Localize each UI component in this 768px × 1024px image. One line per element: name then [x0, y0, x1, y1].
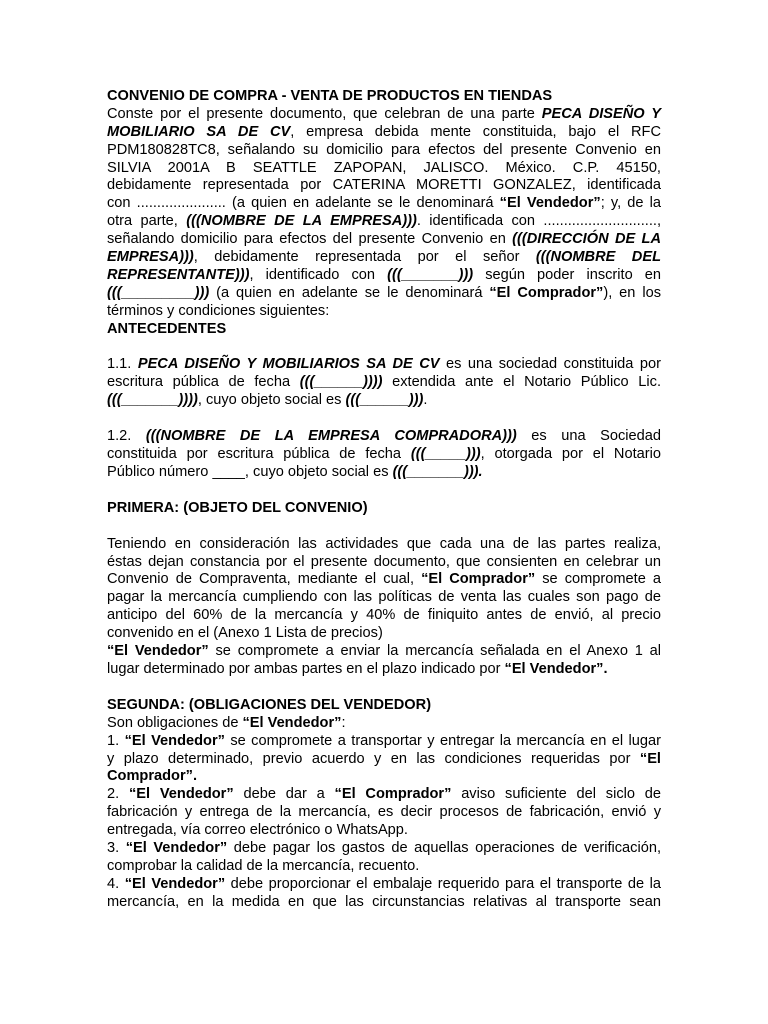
text-line [107, 374, 661, 392]
text-line [107, 840, 661, 858]
body-text: se compromete a transportar y entregar la mercancía en el lugar [224, 732, 661, 749]
body-text: extendida ante el Notario Público Lic. [382, 374, 661, 391]
text-line [107, 876, 661, 894]
body-text: , cuyo objeto social es [197, 392, 346, 409]
antecedentes-heading: ANTECEDENTES [107, 320, 227, 337]
body-text: , empresa debida mente constituida, bajo el RFC [290, 123, 662, 140]
body-text: mercancía, en la medida en que las circunstancias relativas al transporte sean [107, 893, 661, 910]
body-text: según poder inscrito en [473, 266, 661, 283]
body-text: con ...................... (a quien en adelante se le denominará [107, 195, 500, 212]
emphasis-text: “El Vendedor” [242, 714, 342, 731]
emphasis-text: (((NOMBRE DE LA EMPRESA COMPRADORA))) [145, 428, 517, 445]
text-line [107, 715, 661, 733]
body-text: 2. [107, 786, 129, 803]
body-text: Convenio de Compraventa, mediante el cual, [107, 571, 422, 588]
body-text: constituida por escritura pública de fecha [107, 446, 411, 463]
body-text: señalando domicilio para efectos del presente Convenio en [107, 231, 513, 248]
emphasis-text: “El Vendedor” [107, 643, 209, 660]
body-text: debe dar a [233, 786, 335, 803]
emphasis-text: MOBILIARIO SA DE CV [107, 123, 291, 140]
body-text: : [341, 714, 346, 731]
body-text: Conste por el presente documento, que celebran de una parte [107, 105, 542, 122]
emphasis-text: “El Vendedor” [124, 875, 226, 892]
body-text: Público número ____, cuyo objeto social es [107, 463, 393, 480]
text-line [107, 768, 661, 786]
body-text: 3. [107, 839, 126, 856]
body-text: fabricación y entrega de la mercancía, es decir procesos de fabricación, envió y [107, 804, 661, 821]
body-text: debidamente representada por CATERINA MORETTI GONZALEZ, identificada [107, 177, 661, 194]
emphasis-text: (((NOMBRE DEL [535, 249, 661, 266]
emphasis-text: EMPRESA))) [107, 249, 194, 266]
emphasis-text: PECA DISEÑO Y [541, 105, 661, 122]
text-line [107, 733, 661, 751]
body-text: ; y, de la [600, 195, 661, 212]
body-text: anticipo del 60% de la mercancía y 40% de finiquito antes de envió, al precio [107, 607, 661, 624]
text-line [107, 822, 661, 840]
text-line [107, 894, 661, 912]
emphasis-text: “El Comprador” [421, 571, 536, 588]
text-line [107, 213, 661, 231]
body-text: debe pagar los gastos de aquellas operaciones de verificación, [227, 839, 661, 856]
body-text: otra parte, [107, 213, 187, 230]
text-line [107, 643, 661, 661]
text-line [107, 177, 661, 195]
text-line [107, 571, 661, 589]
text-line [107, 428, 661, 446]
emphasis-text: (((_______))) [387, 266, 474, 283]
body-text: es una sociedad constituida por [439, 356, 661, 373]
text-line [107, 124, 661, 142]
text-line [107, 625, 661, 643]
emphasis-text: (((______)))) [299, 374, 383, 391]
body-text: 1.2. [107, 428, 146, 445]
body-text: . identificada con ............................, [416, 213, 662, 230]
emphasis-text: “El Vendedor” [125, 839, 228, 856]
body-text: comprobar la calidad de la mercancía, recuento. [107, 857, 420, 874]
emphasis-text: “El Vendedor”. [504, 660, 608, 677]
text-line [107, 142, 661, 160]
emphasis-text: (((______))) [345, 392, 424, 409]
body-text: 1. [107, 732, 125, 749]
emphasis-text: PECA DISEÑO Y MOBILIARIOS SA DE CV [137, 356, 440, 373]
emphasis-text: (((_____))) [410, 446, 481, 463]
text-line [107, 661, 661, 679]
emphasis-text: (((NOMBRE DE LA EMPRESA))) [186, 213, 417, 230]
body-text: 1.1. [107, 356, 138, 373]
body-text: se compromete a enviar la mercancía señalada en el Anexo 1 al [208, 643, 662, 660]
body-text: SILVIA 2001A B SEATTLE ZAPOPAN, JALISCO. México. C.P. 45150, [107, 159, 661, 176]
text-line [107, 554, 661, 572]
text-line [107, 536, 661, 554]
antecedente-2-paragraph [107, 428, 661, 482]
text-line [107, 356, 661, 374]
primera-heading: PRIMERA: (OBJETO DEL CONVENIO) [107, 499, 368, 516]
text-line [107, 106, 661, 124]
body-text: y plazo determinado, previo acuerdo y en las condiciones requeridas por [107, 750, 640, 767]
emphasis-text: (((_________))) [107, 284, 210, 301]
body-text: lugar determinado por ambas partes en el plazo indicado por [107, 660, 505, 677]
text-line [107, 464, 661, 482]
text-line [107, 786, 661, 804]
text-line [107, 231, 661, 249]
emphasis-text: Comprador”. [107, 768, 197, 785]
emphasis-text: (((_______))). [392, 463, 483, 480]
body-text: 4. [107, 875, 125, 892]
text-line [107, 285, 661, 303]
segunda-heading: SEGUNDA: (OBLIGACIONES DEL VENDEDOR) [107, 696, 432, 713]
primera-paragraph [107, 536, 661, 679]
document-title: CONVENIO DE COMPRA - VENTA DE PRODUCTOS EN TIENDAS [107, 88, 553, 104]
text-line [107, 195, 661, 213]
body-text: éstas dejan constancia por el presente documento, que consienten en celebrar un [107, 553, 661, 570]
segunda-paragraph [107, 715, 661, 912]
body-text: entregada, vía correo electrónico o WhatsApp. [107, 822, 408, 839]
emphasis-text: REPRESENTANTE))) [107, 266, 250, 283]
body-text: Son obligaciones de [107, 714, 243, 731]
text-line [107, 160, 661, 178]
body-text: convenido en el (Anexo 1 Lista de precios) [107, 625, 383, 642]
antecedente-1-paragraph [107, 356, 661, 410]
text-line [107, 249, 661, 267]
text-line [107, 392, 661, 410]
body-text: es una Sociedad [516, 428, 661, 445]
body-text: escritura pública de fecha [107, 374, 300, 391]
text-line [107, 589, 661, 607]
emphasis-text: (((_______)))) [107, 392, 198, 409]
emphasis-text: “El Vendedor” [128, 786, 234, 803]
body-text: aviso suficiente del siclo de [451, 786, 662, 803]
body-text: Teniendo en consideración las actividades que cada una de las partes realiza, [107, 535, 661, 552]
body-text: términos y condiciones siguientes: [107, 302, 330, 319]
body-text: pagar la mercancía cumpliendo con las políticas de venta las cuales son pago de [107, 589, 661, 606]
emphasis-text: (((DIRECCIÓN DE LA [512, 231, 662, 248]
text-line [107, 804, 661, 822]
body-text: . [423, 392, 428, 409]
body-text: , identificado con [249, 266, 388, 283]
body-text: debe proporcionar el embalaje requerido para el transporte de la [225, 875, 661, 892]
body-text: se compromete a [535, 571, 661, 588]
text-line [107, 303, 661, 321]
emphasis-text: “El Vendedor” [499, 195, 601, 212]
text-line [107, 267, 661, 285]
emphasis-text: “El Comprador” [334, 786, 452, 803]
body-text: , debidamente representada por el señor [193, 249, 536, 266]
emphasis-text: “El [639, 750, 661, 767]
text-line [107, 858, 661, 876]
emphasis-text: “El Vendedor” [124, 732, 225, 749]
intro-paragraph [107, 106, 661, 321]
text-line [107, 446, 661, 464]
body-text: , otorgada por el Notario [480, 446, 661, 463]
emphasis-text: “El Comprador” [489, 284, 604, 301]
body-text: ), en los [603, 284, 661, 301]
text-line [107, 607, 661, 625]
body-text: (a quien en adelante se le denominará [209, 284, 490, 301]
body-text: PDM180828TC8, señalando su domicilio para efectos del presente Convenio en [107, 141, 661, 158]
text-line [107, 751, 661, 769]
